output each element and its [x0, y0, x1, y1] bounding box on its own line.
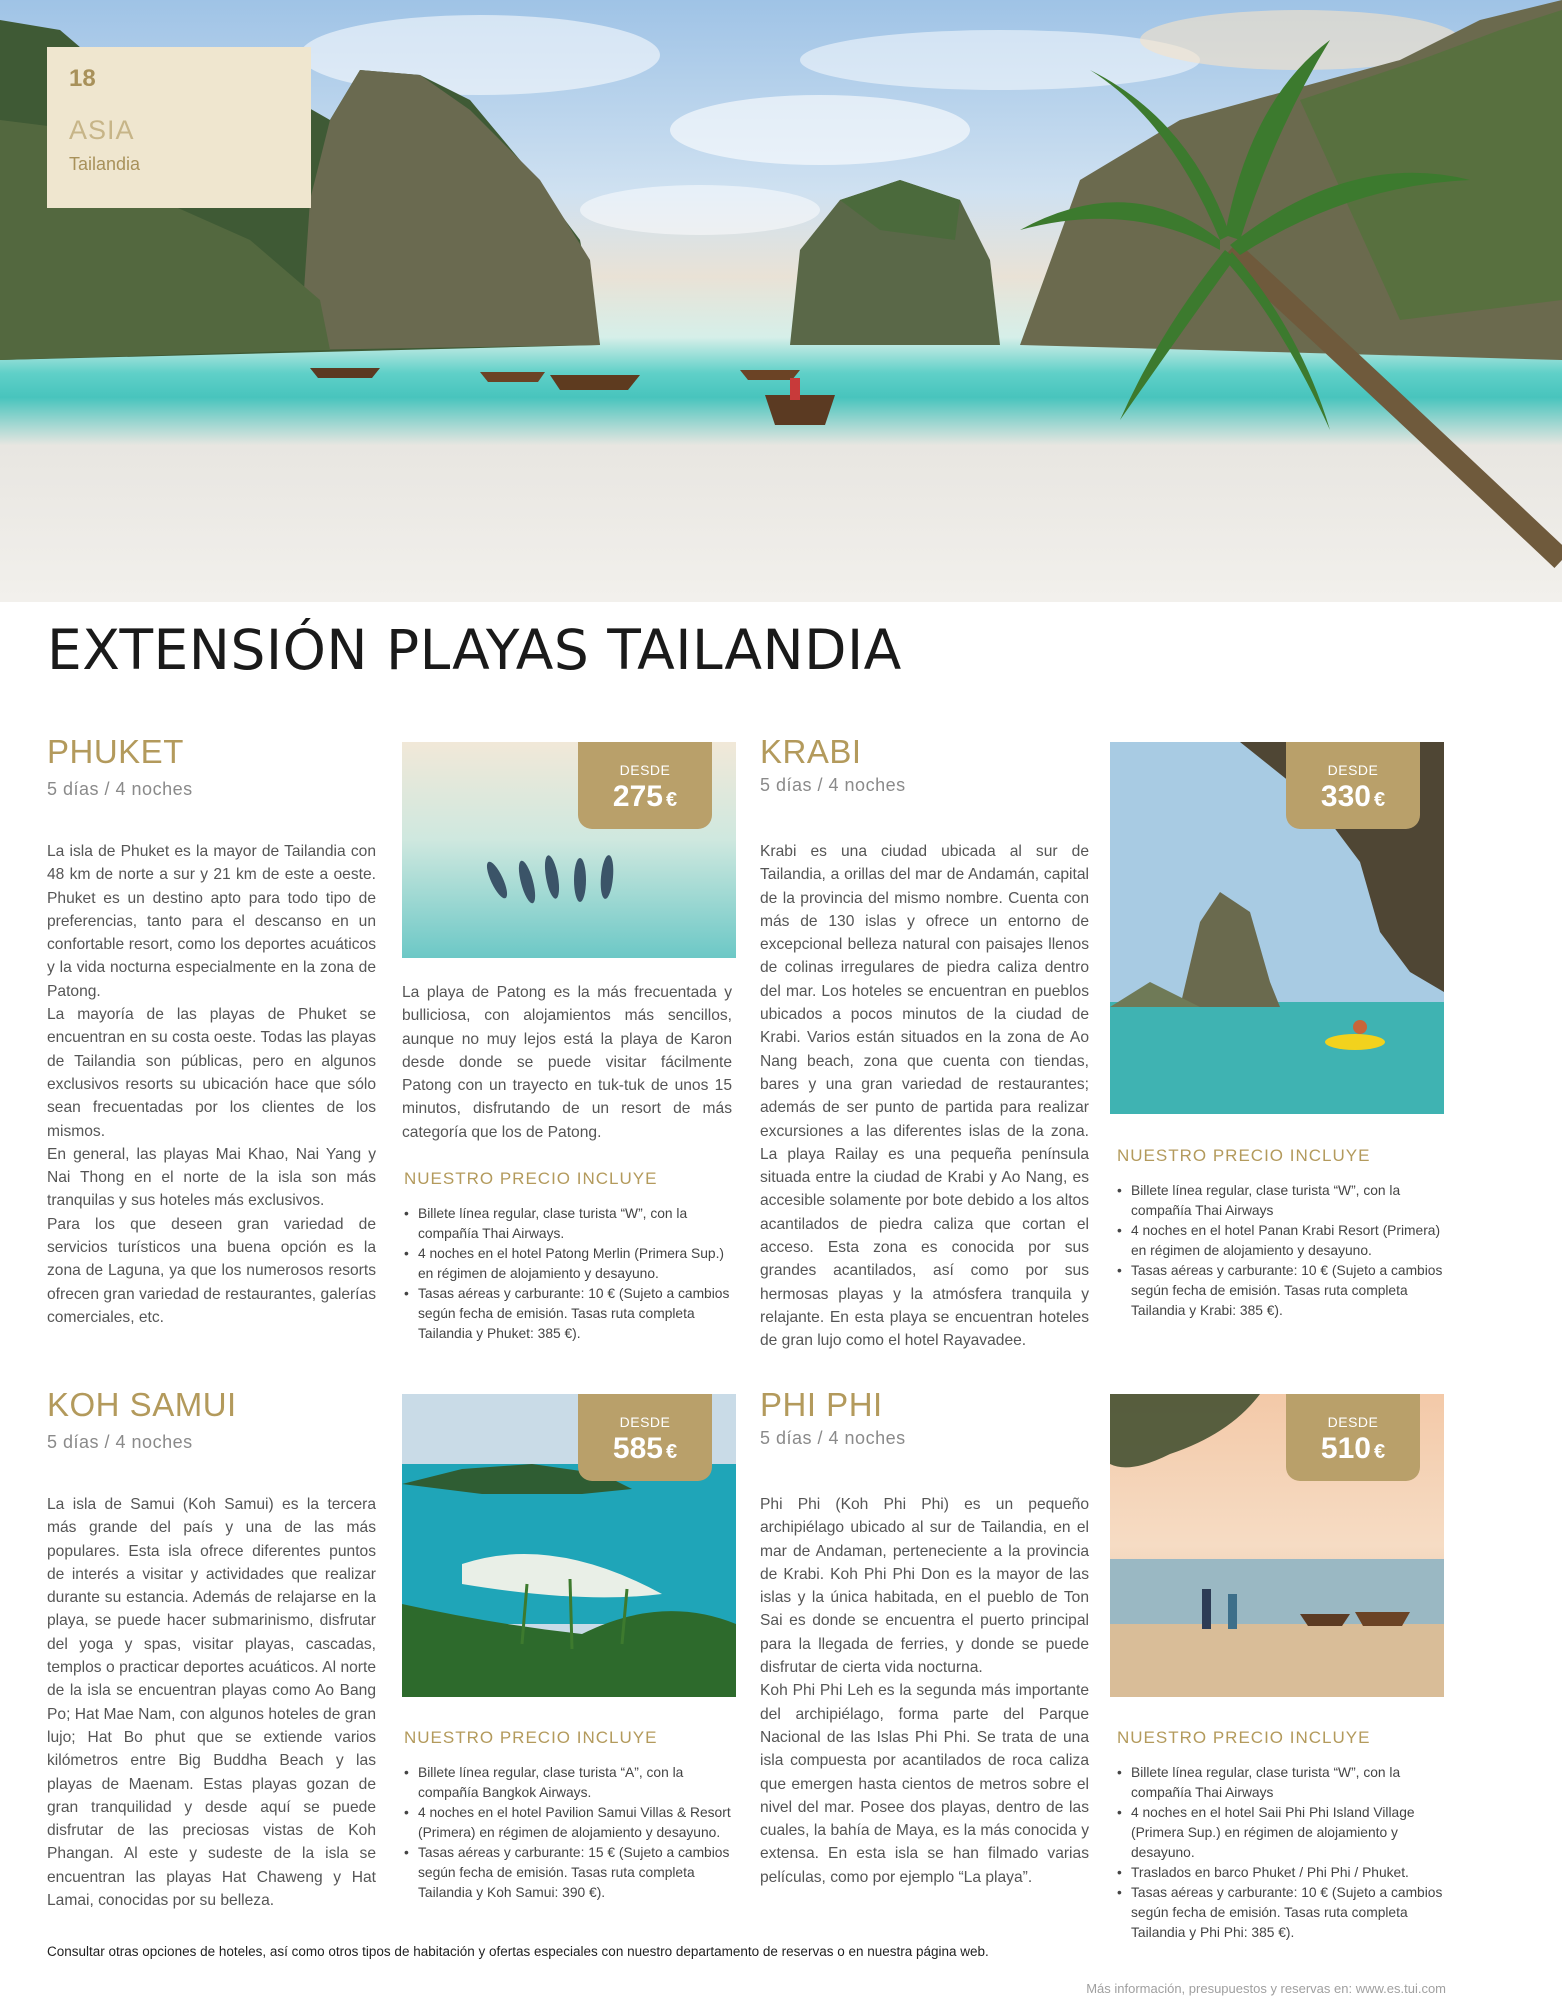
- price-amount: 330: [1320, 780, 1371, 813]
- kohsamui-price-badge: [578, 1394, 712, 1481]
- list-item: • Billete línea regular, clase turista “W”, con la compañía Thai Airways: [1117, 1181, 1447, 1221]
- price-amount: 275: [612, 780, 663, 813]
- price-amount: 510: [1320, 1432, 1371, 1465]
- kohsamui-includes-title: NUESTRO PRECIO INCLUYE: [404, 1728, 658, 1747]
- phuket-photo: [402, 742, 736, 958]
- price-amount: 585: [612, 1432, 663, 1465]
- from-label: DESDE: [1327, 762, 1379, 778]
- krabi-includes-list: [1117, 1181, 1447, 1321]
- list-item: • 4 noches en el hotel Saii Phi Phi Island Village (Primera Sup.) en régimen de alojamiento y desayuno.: [1117, 1803, 1447, 1863]
- phiphi-paragraph: Phi Phi (Koh Phi Phi) es un pequeño archipiélago ubicado al sur de Tailandia, en el mar de Andaman, perteneciente a la provincia de Krabi. Koh Phi Phi Don es la mayor de las islas y la única habitada, en el pueblo de Ton Sai es donde se encuentra el puerto principal para la llegada de ferries, y donde se puede disfrutar de cierta vida nocturna.: [760, 1496, 1089, 1677]
- phiphi-duration: 5 días / 4 noches: [760, 1428, 906, 1448]
- phiphi-includes-list: [1117, 1763, 1447, 1943]
- kohsamui-title: KOH SAMUI: [47, 1386, 237, 1423]
- phiphi-paragraph: Koh Phi Phi Leh es la segunda más importante del archipiélago, forma parte del Parque Nacional de las Islas Phi Phi. Se trata de una isla compuesta por acantilados de roca caliza que emergen hasta cientos de metros sobre el nivel del mar. Posee dos playas, dentro de las cuales, la bahía de Maya, es la más conocida y extensa. En esta isla se han filmado varias películas, como por ejemplo “La playa”.: [760, 1682, 1089, 1886]
- page-number: 18: [69, 65, 96, 92]
- list-item: • Billete línea regular, clase turista “A”, con la compañía Bangkok Airways.: [404, 1763, 732, 1803]
- from-label: DESDE: [1327, 1414, 1379, 1430]
- phiphi-description: [760, 1493, 1089, 1889]
- price-currency: €: [1373, 1441, 1386, 1463]
- kohsamui-includes-list: [404, 1763, 732, 1903]
- from-label: DESDE: [619, 1414, 671, 1430]
- phuket-includes-title: NUESTRO PRECIO INCLUYE: [404, 1169, 658, 1188]
- phuket-paragraph: La playa de Patong es la más frecuentada y bulliciosa, con alojamientos más sencillos, aunque no muy lejos está la playa de Karon desde donde se puede visitar fácilmente Patong con un trayecto en tuk-tuk de unos 15 minutos, disfrutando de un resort de más categoría que los de Patong.: [402, 984, 732, 1141]
- price-currency: €: [665, 1441, 678, 1463]
- list-item: • 4 noches en el hotel Patong Merlin (Primera Sup.) en régimen de alojamiento y desayuno.: [404, 1244, 732, 1284]
- list-item: • Traslados en barco Phuket / Phi Phi / Phuket.: [1117, 1863, 1447, 1883]
- list-item: • Tasas aéreas y carburante: 10 € (Sujeto a cambios según fecha de emisión. Tasas ruta completa Tailandia y Phuket: 385 €).: [404, 1284, 732, 1344]
- phuket-description-cont: [402, 981, 732, 1144]
- price-value: [578, 1432, 712, 1466]
- phiphi-title: PHI PHI: [760, 1386, 883, 1423]
- list-item: • Tasas aéreas y carburante: 10 € (Sujeto a cambios según fecha de emisión. Tasas ruta completa Tailandia y Krabi: 385 €).: [1117, 1261, 1447, 1321]
- footnote: Consultar otras opciones de hoteles, así como otros tipos de habitación y ofertas especiales con nuestro departamento de reservas o en nuestra página web.: [47, 1944, 989, 1959]
- section-tag: [47, 47, 311, 208]
- list-item: • Tasas aéreas y carburante: 10 € (Sujeto a cambios según fecha de emisión. Tasas ruta completa Tailandia y Phi Phi: 385 €).: [1117, 1883, 1447, 1943]
- footer-contact: Más información, presupuestos y reservas en: www.es.tui.com: [1086, 1981, 1446, 1996]
- list-item: • 4 noches en el hotel Panan Krabi Resort (Primera) en régimen de alojamiento y desayuno.: [1117, 1221, 1447, 1261]
- price-value: [1286, 780, 1420, 814]
- phuket-duration: 5 días / 4 noches: [47, 779, 193, 799]
- phuket-paragraph: En general, las playas Mai Khao, Nai Yang y Nai Thong en el norte de la isla son más tranquilas y sus hoteles más exclusivos.: [47, 1145, 376, 1210]
- list-item: • 4 noches en el hotel Pavilion Samui Villas & Resort (Primera) en régimen de alojamiento y desayuno.: [404, 1803, 732, 1843]
- krabi-price-badge: [1286, 742, 1420, 829]
- price-currency: €: [1373, 789, 1386, 811]
- hero-photo-maya-bay: [0, 0, 1562, 602]
- phuket-title: PHUKET: [47, 733, 184, 770]
- kohsamui-paragraph: La isla de Samui (Koh Samui) es la tercera más grande del país y una de las más populares. Esta isla ofrece diferentes puntos de interés a visitar y actividades que realizar durante su estancia. Además de relajarse en la playa, se puede hacer submarinismo, disfrutar del yoga y spas, visitar playas, cascadas, templos o practicar deportes acuáticos. Al norte de la isla se encuentran playas como Ao Bang Po; Hat Mae Nam, con algunos hoteles de gran lujo; Hat Bo phut que se extiende varios kilómetros entre Big Buddha Beach y las playas de Maenam. Estas playas gozan de gran tranquilidad y desde aquí se puede disfrutar de las preciosas vistas de Koh Phangan. Al este y sudeste de la isla se encuentran las playas Hat Chaweng y Hat Lamai, conocidas por su belleza.: [47, 1496, 376, 1910]
- kohsamui-duration: 5 días / 4 noches: [47, 1432, 193, 1452]
- phiphi-photo: [1110, 1394, 1444, 1697]
- krabi-paragraph: Krabi es una ciudad ubicada al sur de Tailandia, a orillas del mar de Andamán, capital de la provincia del mismo nombre. Cuenta con más de 130 islas y ofrece un entorno de excepcional belleza natural con paisajes llenos de colinas irregulares de piedra caliza dentro del mar. Los hoteles se encuentran en pueblos ubicados a pocos minutos de la ciudad de Krabi. Varios están situados en la zona de Ao Nang beach, zona que cuenta con tiendas, bares y una gran variedad de restaurantes; además de ser punto de partida para realizar excursiones a las diferentes islas de la zona. La playa Railay es una pequeña península situada entre la ciudad de Krabi y Ao Nang, es accesible solamente por bote debido a los altos acantilados de piedra caliza que cortan el acceso. Esta zona es conocida por sus grandes acantilados, así como por sus hermosas playas y la atmósfera tranquila y relajante. En esta playa se encuentran hoteles de gran lujo como el hotel Rayavadee.: [760, 843, 1089, 1350]
- price-value: [1286, 1432, 1420, 1466]
- kohsamui-description: [47, 1493, 376, 1912]
- list-item: • Billete línea regular, clase turista “W”, con la compañía Thai Airways.: [404, 1204, 732, 1244]
- krabi-description: [760, 840, 1089, 1353]
- price-currency: €: [665, 789, 678, 811]
- phiphi-price-badge: [1286, 1394, 1420, 1481]
- kohsamui-photo: [402, 1394, 736, 1697]
- phuket-paragraph: La mayoría de las playas de Phuket se encuentran en su costa oeste. Todas las playas de Tailandia son públicas, pero en algunos exclusivos resorts su ubicación hace que sólo sean frecuentadas por los clientes de los mismos.: [47, 1006, 376, 1140]
- phuket-price-badge: [578, 742, 712, 829]
- list-item: • Tasas aéreas y carburante: 15 € (Sujeto a cambios según fecha de emisión. Tasas ruta completa Tailandia y Koh Samui: 390 €).: [404, 1843, 732, 1903]
- page-title: EXTENSIÓN PLAYAS TAILANDIA: [47, 618, 902, 682]
- price-value: [578, 780, 712, 814]
- krabi-title: KRABI: [760, 733, 862, 770]
- krabi-includes-title: NUESTRO PRECIO INCLUYE: [1117, 1146, 1371, 1165]
- phuket-includes-list: [404, 1204, 732, 1344]
- krabi-duration: 5 días / 4 noches: [760, 775, 906, 795]
- from-label: DESDE: [619, 762, 671, 778]
- region-label: ASIA: [69, 115, 135, 145]
- phuket-paragraph: Para los que deseen gran variedad de servicios turísticos una buena opción es la zona de Laguna, ya que los numerosos resorts ofrecen gran variedad de restaurantes, galerías comerciales, etc.: [47, 1215, 376, 1326]
- krabi-photo: [1110, 742, 1444, 1114]
- phuket-paragraph: La isla de Phuket es la mayor de Tailandia con 48 km de norte a sur y 21 km de este a oeste. Phuket es un destino apto para todo tipo de preferencias, tanto para el descanso en un confortable resort, como los deportes acuáticos y la vida nocturna especialmente en la zona de Patong.: [47, 843, 376, 1000]
- list-item: • Billete línea regular, clase turista “W”, con la compañía Thai Airways: [1117, 1763, 1447, 1803]
- phiphi-includes-title: NUESTRO PRECIO INCLUYE: [1117, 1728, 1371, 1747]
- phuket-description: [47, 840, 376, 1329]
- country-label: Tailandia: [69, 154, 141, 174]
